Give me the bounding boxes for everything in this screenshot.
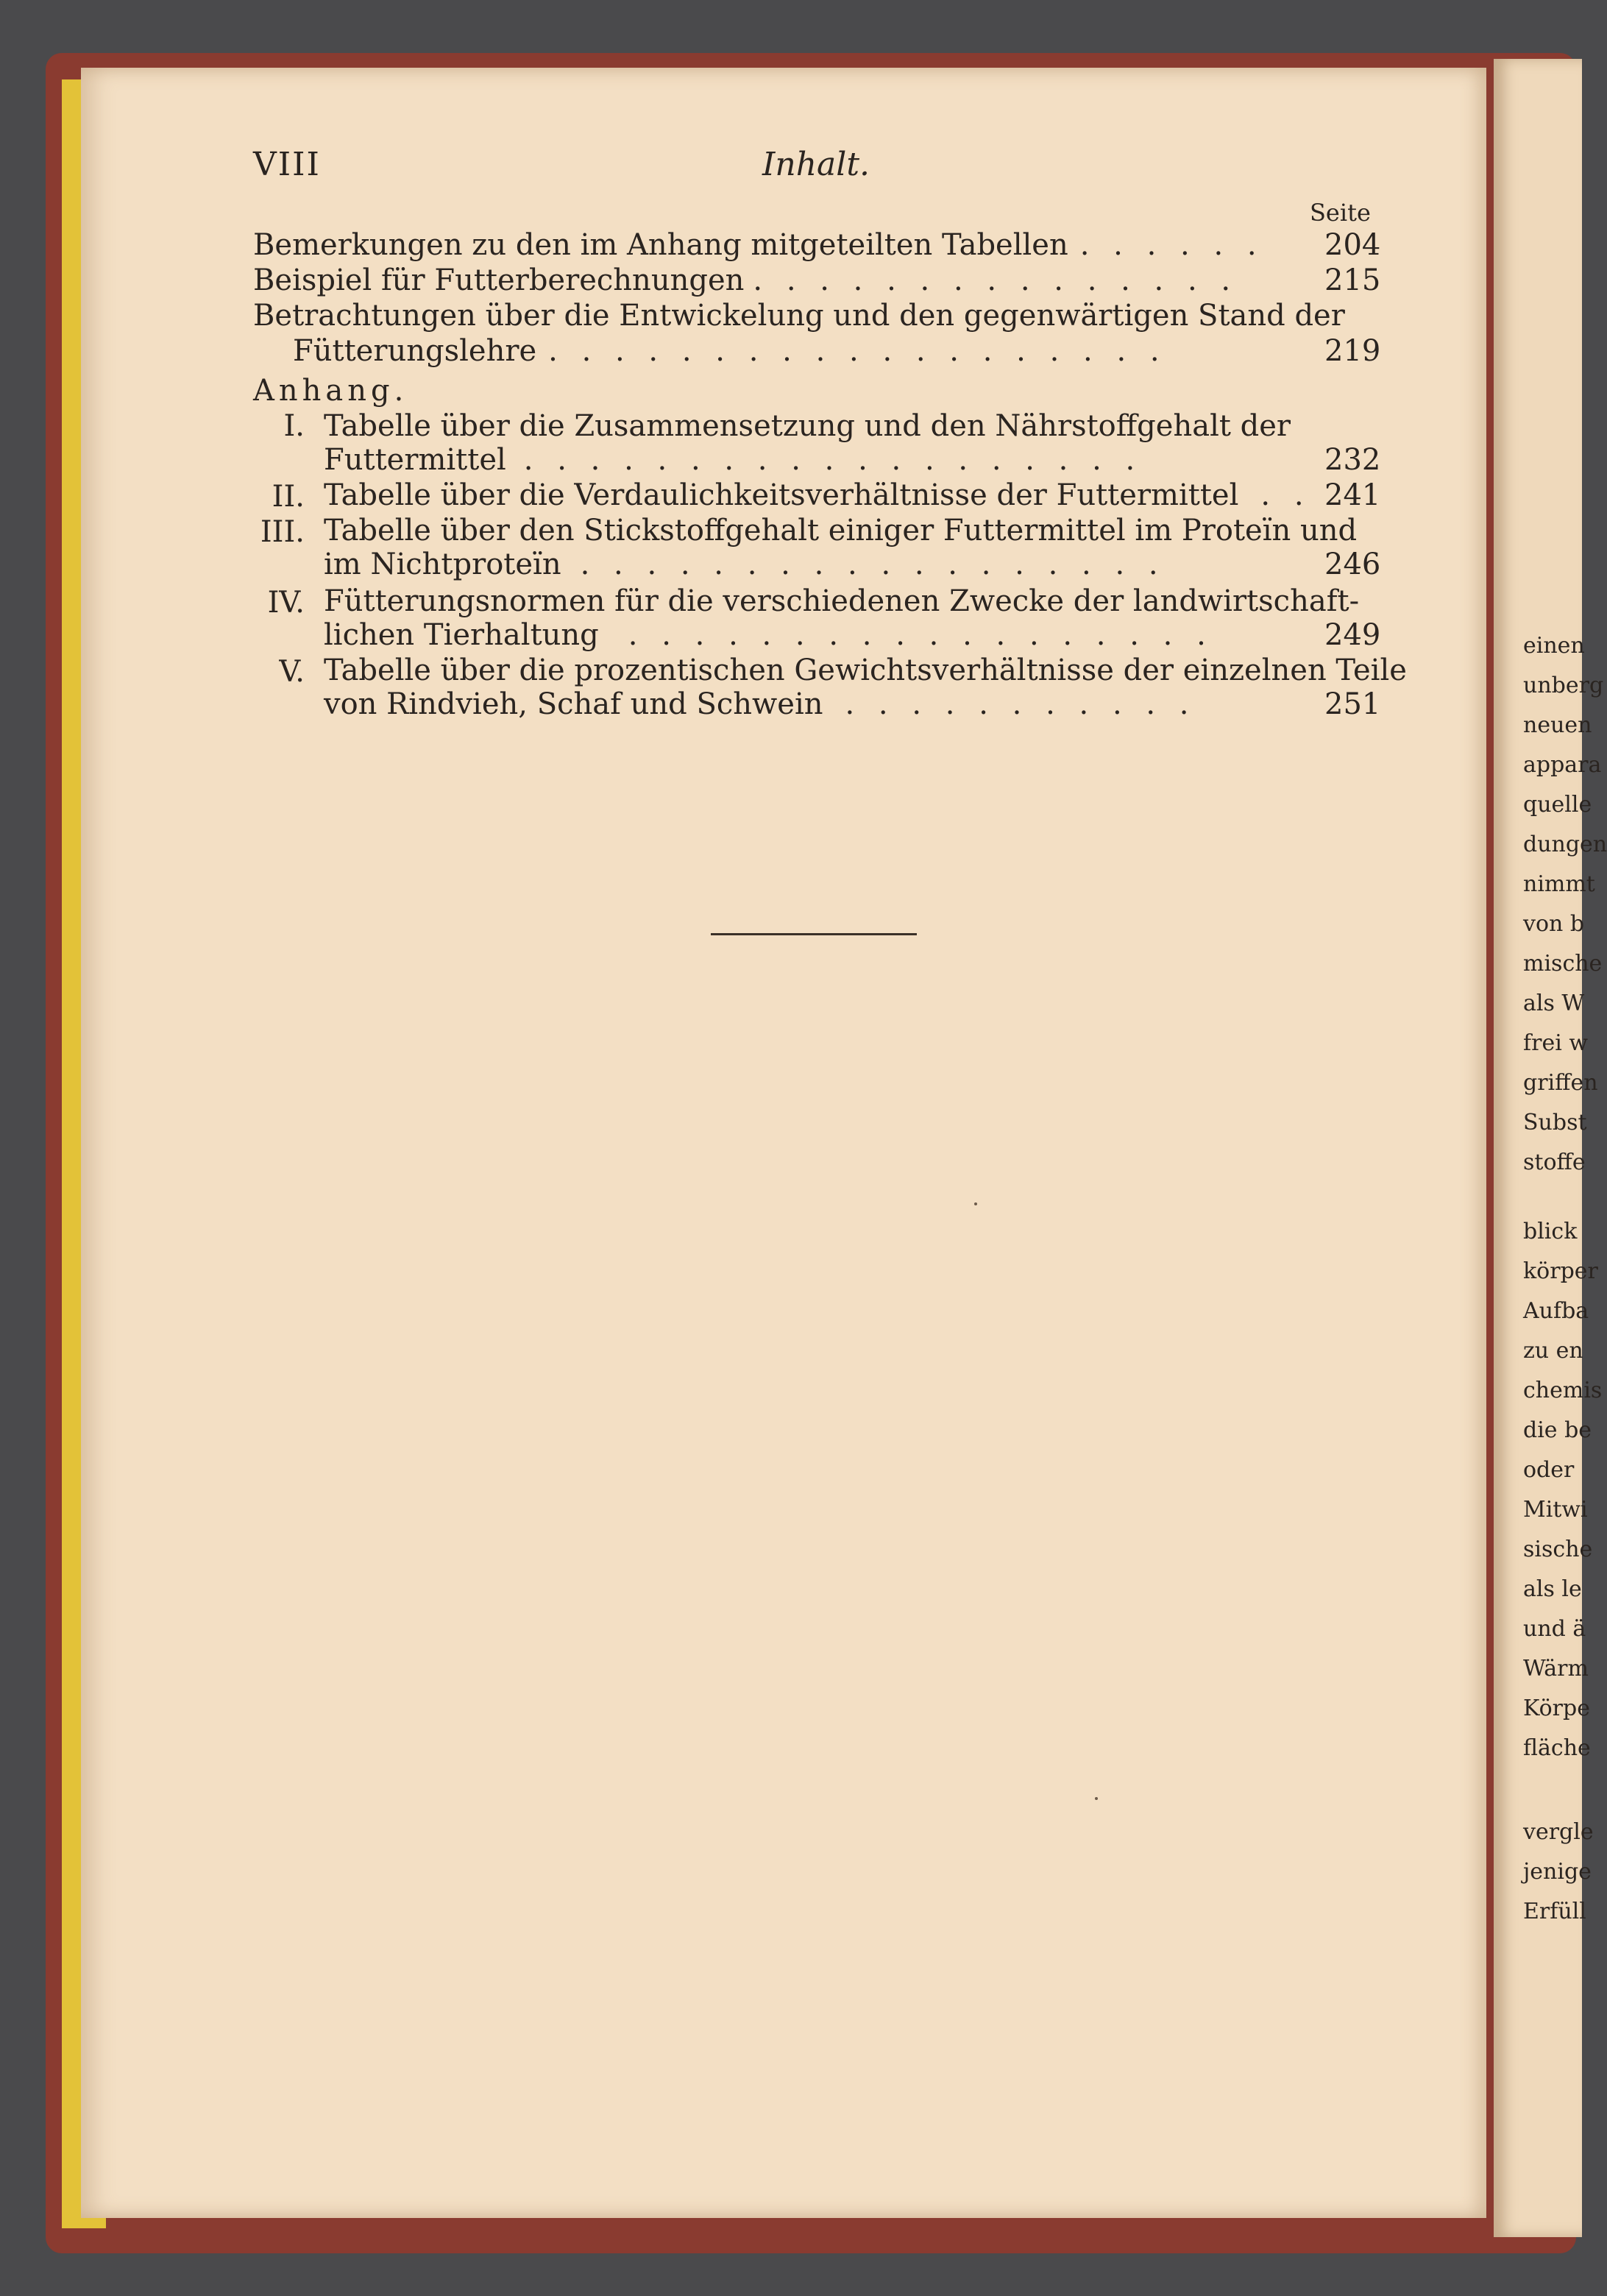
right-page-word: blick xyxy=(1523,1219,1578,1244)
toc-entry-continuation xyxy=(324,546,1166,581)
toc-page-number: 251 xyxy=(1324,687,1381,721)
section-heading-anhang: Anhang. xyxy=(253,374,408,408)
right-page-word: neuen xyxy=(1523,712,1592,738)
toc-page-number: 232 xyxy=(1324,443,1381,477)
toc-entry xyxy=(253,262,1238,297)
toc-entry-text: lichen Tierhaltung xyxy=(324,618,599,652)
right-page-word: als le xyxy=(1523,1576,1582,1602)
toc-entry xyxy=(324,652,1407,687)
toc-entry-continuation xyxy=(293,333,1167,368)
right-page-word: als W xyxy=(1523,991,1585,1016)
toc-entry-text: Tabelle über die Verdaulichkeitsverhältnisse der Futtermittel xyxy=(324,478,1239,512)
right-page-word: frei w xyxy=(1523,1030,1589,1056)
roman-numeral: IV. xyxy=(267,586,305,620)
right-page-word: Körpe xyxy=(1523,1696,1590,1721)
toc-entry-text: Tabelle über die prozentischen Gewichtsverhältnisse der einzelnen Teile xyxy=(324,653,1407,687)
right-page-word: sische xyxy=(1523,1537,1593,1562)
toc-entry xyxy=(253,227,1264,262)
toc-page-number: 246 xyxy=(1324,548,1381,581)
seite-label: Seite xyxy=(1310,199,1371,227)
right-page-word: fläche xyxy=(1523,1735,1591,1761)
right-page-word: chemis xyxy=(1523,1378,1603,1403)
toc-entry-continuation xyxy=(324,442,1142,477)
toc-leader: . . . . . . . . . . . xyxy=(845,687,1196,721)
toc-entry-continuation xyxy=(324,617,1213,652)
right-page-word: stoffe xyxy=(1523,1149,1586,1175)
right-page-word: oder xyxy=(1523,1457,1575,1483)
roman-numeral: III. xyxy=(260,515,305,549)
toc-page-number: 241 xyxy=(1324,478,1381,512)
right-page-word: Mitwi xyxy=(1523,1497,1588,1523)
right-page-word: körper xyxy=(1523,1258,1598,1284)
toc-entry xyxy=(324,477,1311,512)
toc-entry-text: Fütterungslehre xyxy=(293,334,537,368)
toc-page-number: 249 xyxy=(1324,618,1381,652)
right-page-word: appara xyxy=(1523,752,1602,778)
toc-entry xyxy=(324,583,1359,618)
toc-leader: . . . . . . . . . . . . . . . . . . . xyxy=(548,334,1167,368)
right-page-word: Wärm xyxy=(1523,1656,1589,1682)
roman-numeral: II. xyxy=(272,480,305,514)
right-page-word: und ä xyxy=(1523,1616,1586,1642)
toc-page-number: 215 xyxy=(1324,263,1381,297)
roman-numeral: V. xyxy=(279,655,305,689)
toc-page-number: 204 xyxy=(1324,228,1381,262)
paper-speck xyxy=(1095,1797,1098,1800)
right-page-word: vergle xyxy=(1523,1819,1594,1845)
toc-entry-text: Betrachtungen über die Entwickelung und den gegenwärtigen Stand der xyxy=(253,299,1345,333)
toc-page-number: 219 xyxy=(1324,334,1381,368)
paper-speck xyxy=(974,1202,977,1205)
roman-numeral: I. xyxy=(283,409,305,443)
toc-entry-text: Fütterungsnormen für die verschiedenen Zwecke der landwirtschaft- xyxy=(324,584,1360,618)
toc-entry-text: Tabelle über den Stickstoffgehalt einiger Futtermittel im Proteïn und xyxy=(324,514,1358,548)
toc-entry-text: Futtermittel xyxy=(324,443,506,477)
toc-entry-text: im Nichtproteïn xyxy=(324,548,561,581)
right-page-word: einen xyxy=(1523,633,1585,659)
right-page-word: quelle xyxy=(1523,792,1592,818)
toc-entry-text: Tabelle über die Zusammensetzung und den Nährstoffgehalt der xyxy=(324,409,1291,443)
toc-entry xyxy=(324,512,1357,548)
right-page-word: unberg xyxy=(1523,673,1604,698)
right-page-word: Erfüll xyxy=(1523,1899,1586,1924)
page-title: Inhalt. xyxy=(762,146,870,183)
toc-entry-continuation xyxy=(324,686,1196,721)
right-page-word: griffen xyxy=(1523,1070,1598,1096)
toc-entry-text: von Rindvieh, Schaf und Schwein xyxy=(324,687,823,721)
right-page-word: von b xyxy=(1523,911,1585,937)
right-page-word: Aufba xyxy=(1523,1298,1589,1324)
toc-entry-text: Beispiel für Futterberechnungen xyxy=(253,263,745,297)
toc-entry-text: Bemerkungen zu den im Anhang mitgeteilten Tabellen xyxy=(253,228,1068,262)
toc-leader: . . . . . . . . . . . . . . . . . . . xyxy=(523,443,1143,477)
toc-leader: . . . . . . xyxy=(1079,228,1264,262)
right-page-word: mische xyxy=(1523,951,1603,977)
toc-entry xyxy=(253,297,1345,333)
toc-leader: . . . . . . . . . . . . . . . . . . xyxy=(628,618,1213,652)
toc-entry xyxy=(324,408,1291,443)
toc-leader: . . . . . . . . . . . . . . . xyxy=(753,263,1238,297)
right-page-word: jenige xyxy=(1523,1859,1592,1885)
right-page-word: die be xyxy=(1523,1417,1592,1443)
page-number: VIII xyxy=(253,146,321,183)
toc-leader: . . xyxy=(1260,478,1311,512)
right-page-fragment xyxy=(1494,59,1607,2237)
toc-leader: . . . . . . . . . . . . . . . . . . xyxy=(580,548,1166,581)
right-page-word: nimmt xyxy=(1523,871,1595,897)
horizontal-rule xyxy=(711,933,917,935)
right-page-word: zu en xyxy=(1523,1338,1583,1364)
right-page-word: Subst xyxy=(1523,1110,1587,1135)
right-page-word: dungen xyxy=(1523,832,1607,857)
